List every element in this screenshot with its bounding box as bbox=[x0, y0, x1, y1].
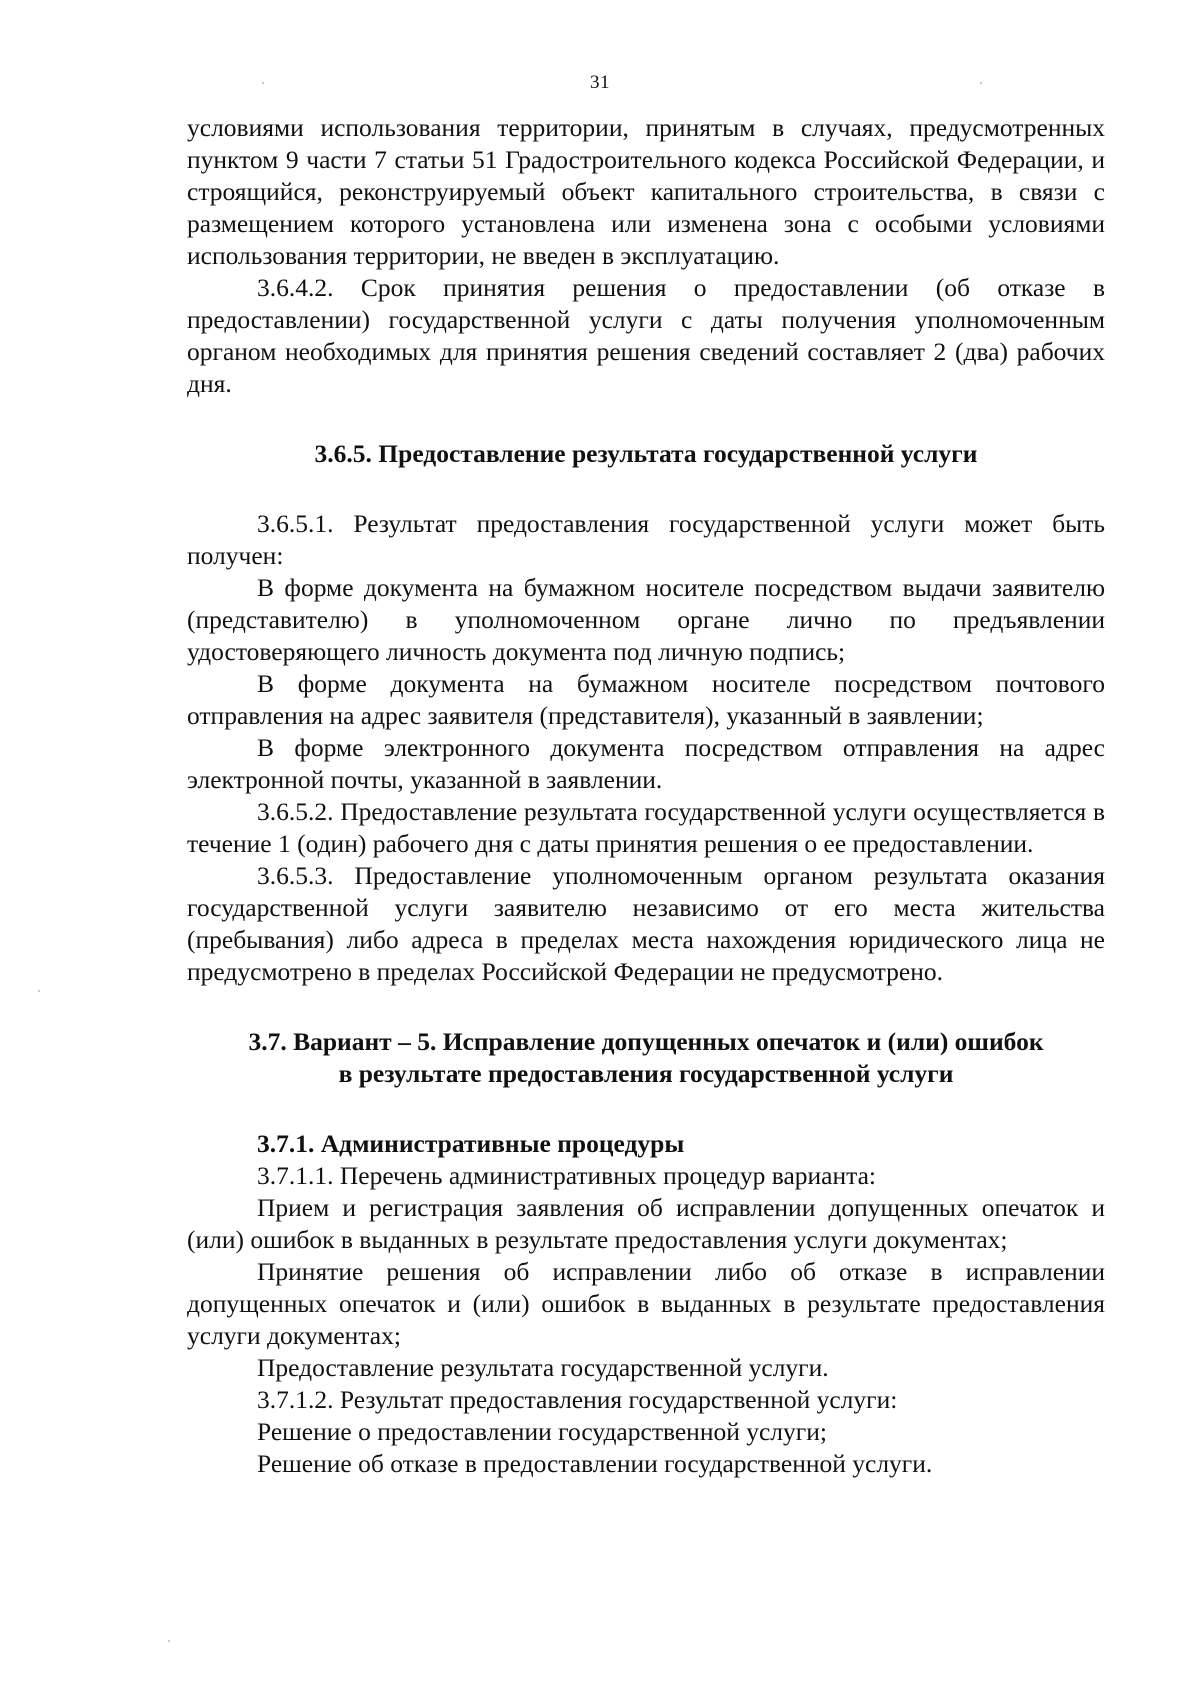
subsection-heading-3-7-1: 3.7.1. Административные процедуры bbox=[257, 1129, 685, 1158]
paragraph-electronic: В форме электронного документа посредством отправления на адрес электронной почты, указанной в заявлении. bbox=[187, 733, 1105, 794]
section-heading-3-7-line2: в результате предоставления государственной услуги bbox=[338, 1059, 954, 1088]
scan-speck bbox=[38, 990, 40, 992]
paragraph-3-6-5-2: 3.6.5.2. Предоставление результата государственной услуги осуществляется в течение 1 (один) рабочего дня с даты принятия решения о ее предоставлении. bbox=[187, 797, 1105, 858]
paragraph-result-grant: Решение о предоставлении государственной услуги; bbox=[257, 1417, 827, 1446]
section-heading-3-7-line1: 3.7. Вариант – 5. Исправление допущенных опечаток и (или) ошибок bbox=[248, 1027, 1044, 1056]
page-number: 31 bbox=[590, 72, 610, 93]
paragraph-3-6-5-1: 3.6.5.1. Результат предоставления государственной услуги может быть получен: bbox=[187, 509, 1105, 570]
section-heading-3-6-5: 3.6.5. Предоставление результата государственной услуги bbox=[314, 439, 978, 468]
paragraph-paper-in-person: В форме документа на бумажном носителе посредством выдачи заявителю (представителю) в уполномоченном органе лично по предъявлении удостоверяющего личность документа под личную подпись; bbox=[187, 573, 1105, 666]
paragraph-procedure-result: Предоставление результата государственной услуги. bbox=[257, 1353, 829, 1382]
paragraph-3-6-5-3: 3.6.5.3. Предоставление уполномоченным органом результата оказания государственной услуги заявителю независимо от его места жительства (пребывания) либо адреса в пределах места нахождения юридического лица не предусмотрено в пределах Российской Федерации не предусмотрено. bbox=[187, 861, 1105, 986]
paragraph-paper-by-post: В форме документа на бумажном носителе посредством почтового отправления на адрес заявителя (представителя), указанный в заявлении; bbox=[187, 669, 1105, 730]
paragraph-procedure-decision: Принятие решения об исправлении либо об отказе в исправлении допущенных опечаток и (или) ошибок в выданных в результате предоставления услуги документах; bbox=[187, 1257, 1105, 1350]
document-body bbox=[187, 112, 1105, 1480]
paragraph-3-6-4-2: 3.6.4.2. Срок принятия решения о предоставлении (об отказе в предоставлении) государственной услуги с даты получения уполномоченным органом необходимых для принятия решения сведений составляет 2 (два) рабочих дня. bbox=[187, 273, 1105, 398]
paragraph-result-refusal: Решение об отказе в предоставлении государственной услуги. bbox=[257, 1449, 933, 1478]
scan-speck bbox=[168, 1640, 170, 1642]
section-heading-3-7 bbox=[187, 1026, 1105, 1090]
paragraph-procedure-reception: Прием и регистрация заявления об исправлении допущенных опечаток и (или) ошибок в выданных в результате предоставления услуги документах; bbox=[187, 1193, 1105, 1254]
paragraph-continuation: условиями использования территории, принятым в случаях, предусмотренных пунктом 9 части 7 статьи 51 Градостроительного кодекса Российской Федерации, и строящийся, реконструируемый объект капитального строительства, в связи с размещением которого установлена или изменена зона с особыми условиями использования территории, не введен в эксплуатацию. bbox=[187, 113, 1105, 270]
scan-speck bbox=[980, 82, 982, 84]
scan-speck bbox=[262, 82, 264, 84]
paragraph-3-7-1-1: 3.7.1.1. Перечень административных процедур варианта: bbox=[257, 1161, 876, 1190]
paragraph-3-7-1-2: 3.7.1.2. Результат предоставления государственной услуги: bbox=[257, 1385, 898, 1414]
